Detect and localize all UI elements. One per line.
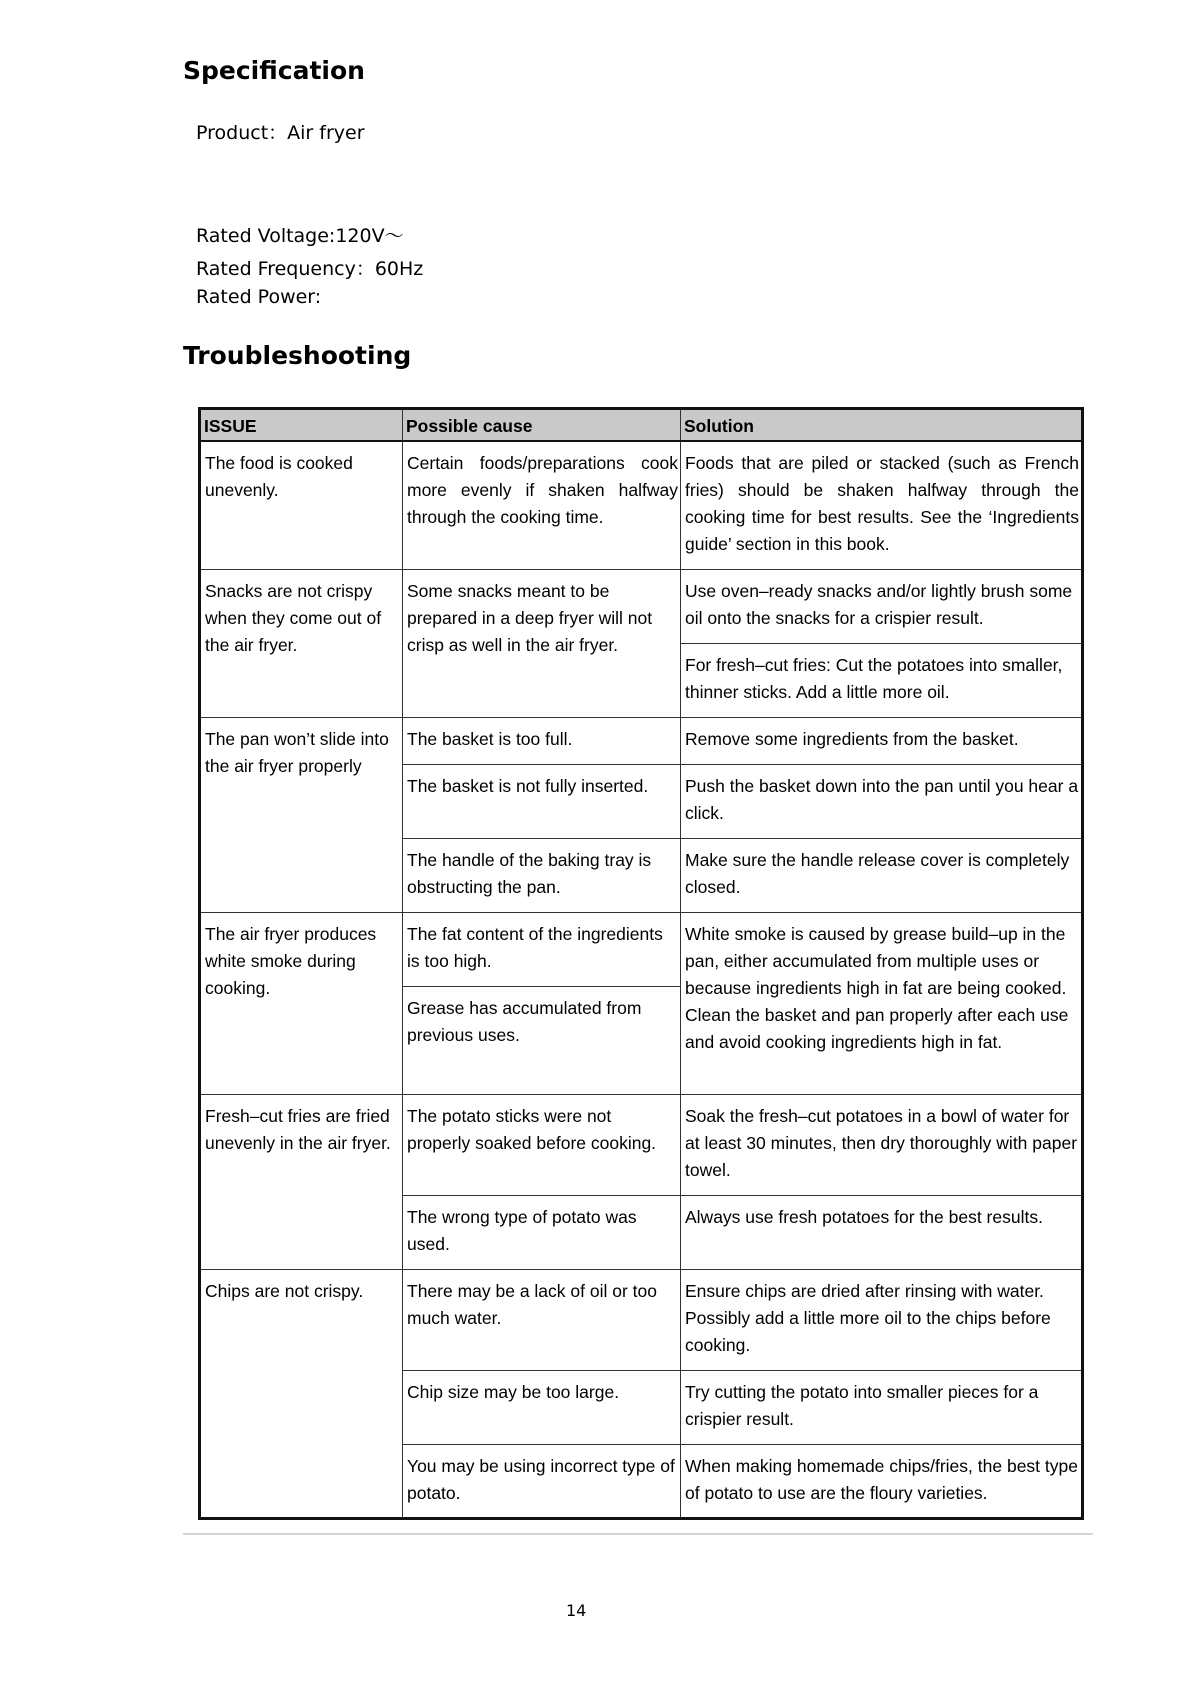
- solution-cell: Soak the fresh–cut potatoes in a bowl of water for at least 30 minutes, then dry thoroughly with paper towel.: [681, 1094, 1083, 1195]
- solution-cell: Remove some ingredients from the basket.: [681, 717, 1083, 764]
- table-row: [200, 441, 1083, 569]
- solution-cell: Make sure the handle release cover is completely closed.: [681, 838, 1083, 912]
- table-row: [200, 912, 1083, 986]
- spec-product: Product：Air fryer: [196, 122, 365, 144]
- header-possible-cause: Possible cause: [403, 409, 681, 442]
- footer-divider: [183, 1533, 1093, 1535]
- spec-rated-power: Rated Power:: [196, 286, 322, 308]
- table-row: [200, 717, 1083, 764]
- header-solution: Solution: [681, 409, 1083, 442]
- issue-cell: Snacks are not crispy when they come out of the air fryer.: [200, 569, 403, 717]
- solution-cell: White smoke is caused by grease build–up in the pan, either accumulated from multiple uses or because ingredients high in fat are being cooked. Clean the basket and pan properly after each use and avoid cooking ingredients high in fat.: [681, 912, 1083, 1094]
- cause-cell: Chip size may be too large.: [403, 1370, 681, 1444]
- solution-cell: Always use fresh potatoes for the best results.: [681, 1195, 1083, 1269]
- issue-cell: Fresh–cut fries are fried unevenly in the air fryer.: [200, 1094, 403, 1269]
- cause-cell: Certain foods/preparations cook more evenly if shaken halfway through the cooking time.: [403, 441, 681, 569]
- spec-rated-frequency: Rated Frequency：60Hz: [196, 258, 424, 280]
- troubleshooting-table: [198, 407, 1084, 1520]
- specification-heading: Specification: [183, 56, 365, 85]
- page-number: 14: [566, 1601, 587, 1620]
- cause-cell: The wrong type of potato was used.: [403, 1195, 681, 1269]
- issue-cell: The food is cooked unevenly.: [200, 441, 403, 569]
- issue-cell: The air fryer produces white smoke during cooking.: [200, 912, 403, 1094]
- spec-rated-voltage: Rated Voltage:120V～: [196, 225, 404, 247]
- cause-cell: The basket is not fully inserted.: [403, 764, 681, 838]
- cause-cell: The fat content of the ingredients is too high.: [403, 912, 681, 986]
- cause-cell: There may be a lack of oil or too much water.: [403, 1269, 681, 1370]
- solution-cell: Ensure chips are dried after rinsing with water. Possibly add a little more oil to the chips before cooking.: [681, 1269, 1083, 1370]
- header-issue: ISSUE: [200, 409, 403, 442]
- cause-cell: The potato sticks were not properly soaked before cooking.: [403, 1094, 681, 1195]
- cause-cell: The handle of the baking tray is obstructing the pan.: [403, 838, 681, 912]
- solution-cell: Foods that are piled or stacked (such as French fries) should be shaken halfway through the cooking time for best results. See the ‘Ingredients guide’ section in this book.: [681, 441, 1083, 569]
- solution-cell: Push the basket down into the pan until you hear a click.: [681, 764, 1083, 838]
- solution-cell: For fresh–cut fries: Cut the potatoes into smaller, thinner sticks. Add a little more oil.: [681, 643, 1083, 717]
- troubleshooting-heading: Troubleshooting: [183, 341, 412, 370]
- cause-cell: You may be using incorrect type of potato.: [403, 1444, 681, 1518]
- table-header-row: [200, 409, 1083, 442]
- cause-cell: The basket is too full.: [403, 717, 681, 764]
- solution-cell: Use oven–ready snacks and/or lightly brush some oil onto the snacks for a crispier result.: [681, 569, 1083, 643]
- cause-cell: Some snacks meant to be prepared in a deep fryer will not crisp as well in the air fryer.: [403, 569, 681, 717]
- issue-cell: Chips are not crispy.: [200, 1269, 403, 1518]
- table-row: [200, 1269, 1083, 1370]
- cause-cell: Grease has accumulated from previous uses.: [403, 986, 681, 1094]
- solution-cell: When making homemade chips/fries, the best type of potato to use are the floury varieties.: [681, 1444, 1083, 1518]
- solution-cell: Try cutting the potato into smaller pieces for a crispier result.: [681, 1370, 1083, 1444]
- table-row: [200, 569, 1083, 643]
- issue-cell: The pan won’t slide into the air fryer properly: [200, 717, 403, 912]
- table-row: [200, 1094, 1083, 1195]
